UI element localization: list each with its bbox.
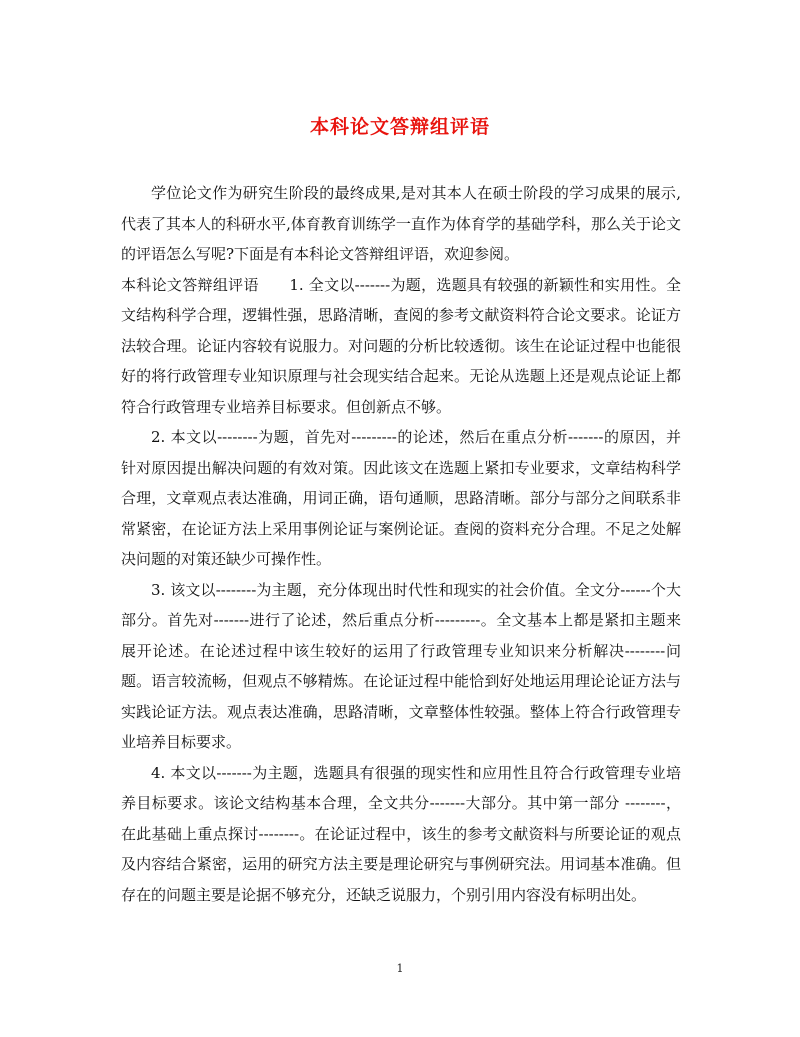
paragraph-comment-2: 2. 本文以--------为题，首先对---------的论述，然后在重点分析-------的原因，并针对原因提出解决问题的有效对策。因此该文在选题上紧扣专业要求，文章结构科学合理，文章观点表达准确，用词正确，语句通顺，思路清晰。部分与部分之间联系非常紧密，在论证方法上采用事例论证与案例论证。查阅的资料充分合理。不足之处解决问题的对策还缺少可操作性。 (121, 428, 681, 568)
document-title: 本科论文答辩组评语 (309, 116, 490, 138)
paragraph-comment-3: 3. 该文以--------为主题，充分体现出时代性和现实的社会价值。全文分------个大部分。首先对-------进行了论述，然后重点分析---------。全文基本上都是紧扣主题来展开论述。在论述过程中该生较好的运用了行政管理专业知识来分析解决--------问题。语言较流畅，但观点不够精炼。在论证过程中能恰到好处地运用理论论证方法与实践论证方法。观点表达准确，思路清晰，文章整体性较强。整体上符合行政管理专业培养目标要求。 (121, 580, 681, 751)
paragraph-comment-4: 4. 本文以-------为主题，选题具有很强的现实性和应用性且符合行政管理专业培养目标要求。该论文结构基本合理，全文共分-------大部分。其中第一部分 --------，在此基础上重点探讨--------。在论证过程中，该生的参考文献资料与所要论证的观点及内容结合紧密，运用的研究方法主要是理论研究与事例研究法。用词基本准确。但存在的问题主要是论据不够充分，还缺乏说服力，个别引用内容没有标明出处。 (121, 763, 681, 904)
paragraph-comment-1: 本科论文答辩组评语 1. 全文以-------为题，选题具有较强的新颖性和实用性。全文结构科学合理，逻辑性强，思路清晰，查阅的参考文献资料符合论文要求。论证方法较合理。论证内容较有说服力。对问题的分析比较透彻。该生在论证过程中也能很好的将行政管理专业知识原理与社会现实结合起来。无论从选题上还是观点论证上都符合行政管理专业培养目标要求。但创新点不够。 (121, 275, 681, 416)
paragraph-intro: 学位论文作为研究生阶段的最终成果,是对其本人在硕士阶段的学习成果的展示,代表了其本人的科研水平,体育教育训练学一直作为体育学的基础学科，那么关于论文的评语怎么写呢?下面是有本科论文答辩组评语，欢迎参阅。 (121, 184, 681, 263)
page-number: 1 (396, 962, 404, 975)
document-body (121, 178, 681, 910)
